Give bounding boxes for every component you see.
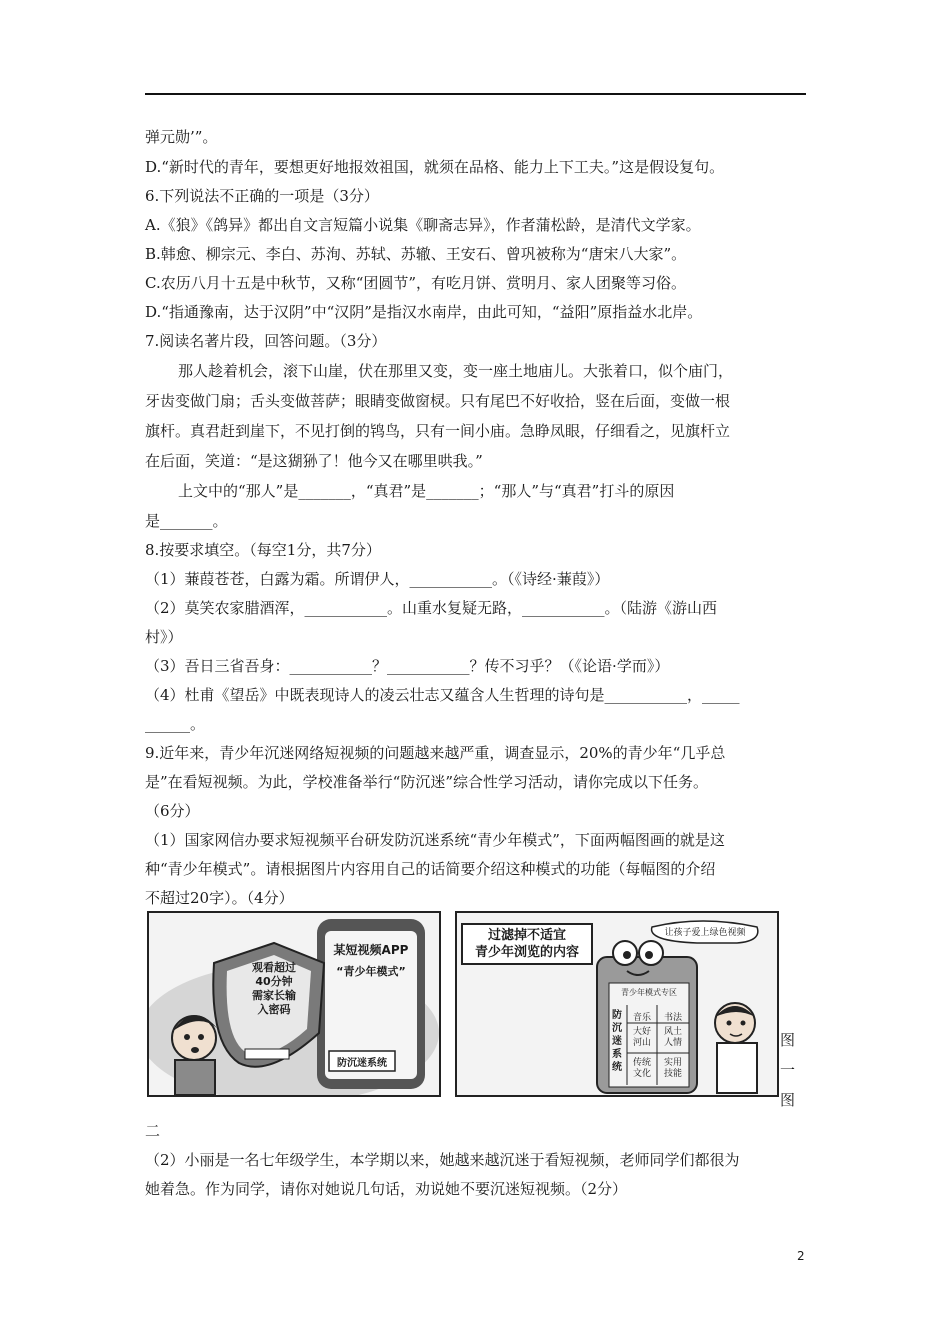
figure-label: 一 bbox=[780, 1061, 796, 1079]
fill-line: （4）杜甫《望岳》中既表现诗人的凌云壮志又蕴含人生哲理的诗句是___________，_____ bbox=[145, 686, 740, 704]
text-line: （6分） bbox=[145, 802, 200, 820]
shield-line: 观看超过 bbox=[252, 961, 296, 974]
option-b: B.韩愈、柳宗元、李白、苏洵、苏轼、苏辙、王安石、曾巩被称为“唐宋八大家”。 bbox=[145, 245, 687, 263]
grid-cell: 传统文化 bbox=[632, 1058, 651, 1079]
grid-cell: 音乐 bbox=[632, 1013, 651, 1023]
grid-cell: 风土人情 bbox=[663, 1027, 682, 1048]
question-9: 9.近年来，青少年沉迷网络短视频的问题越来越严重，调查显示，20%的青少年“几乎总 bbox=[145, 744, 726, 762]
figure-2 bbox=[455, 911, 779, 1097]
fill-line: 上文中的“那人”是_______，“真君”是_______；“那人”与“真君”打斗的原因 bbox=[178, 482, 675, 500]
header-rule bbox=[145, 93, 806, 95]
fill-line: （3）吾日三省吾身：___________？___________？传不习乎？（《论语·学而》） bbox=[145, 657, 670, 675]
passage-line: 那人趁着机会，滚下山崖，伏在那里又变，变一座土地庙儿。大张着口，似个庙门， bbox=[178, 362, 734, 380]
phone-mode: “青少年模式” bbox=[336, 965, 406, 978]
grid-cell: 书法 bbox=[663, 1013, 682, 1023]
fill-line: （1）蒹葭苍苍，白露为霜。所谓伊人，___________。（《诗经·蒹葭》） bbox=[145, 570, 610, 588]
banner-line: 青少年浏览的内容 bbox=[474, 945, 579, 960]
figure-1 bbox=[147, 911, 441, 1097]
fill-line: 村》） bbox=[145, 628, 183, 646]
figure-label: 图 bbox=[780, 1091, 796, 1109]
filter-banner bbox=[461, 923, 593, 965]
fill-line: 是_______。 bbox=[145, 512, 228, 530]
screen-side-tag: 防沉迷系统 bbox=[612, 1010, 622, 1073]
fill-line: （2）莫笑农家腊酒浑，___________。山重水复疑无路，___________。（陆游《游山西 bbox=[145, 599, 718, 617]
banner-line: 过滤掉不适宜 bbox=[487, 928, 566, 943]
passage-line: 在后面，笑道：“是这猢狲了！他今又在哪里哄我。” bbox=[145, 452, 483, 470]
text-line: 不超过20字）。（4分） bbox=[145, 889, 294, 907]
figure-label-wrap: 二 bbox=[145, 1122, 161, 1140]
option-c: C.农历八月十五是中秋节，又称“团圆节”，有吃月饼、赏明月、家人团聚等习俗。 bbox=[145, 274, 687, 292]
shield-line: 40分钟 bbox=[255, 975, 293, 988]
figure-label: 图 bbox=[780, 1031, 796, 1049]
text-line: 种“青少年模式”。请根据图片内容用自己的话简要介绍这种模式的功能（每幅图的介绍 bbox=[145, 860, 716, 878]
shield-line: 入密码 bbox=[257, 1003, 291, 1016]
passage-line: 牙齿变做门扇；舌头变做菩萨；眼睛变做窗棂。只有尾巴不好收拾，竖在后面，变做一根 bbox=[145, 392, 731, 410]
phone-title: 某短视频APP bbox=[333, 943, 409, 957]
text-line: （1）国家网信办要求短视频平台研发防沉迷系统“青少年模式”，下面两幅图画的就是这 bbox=[145, 831, 725, 849]
question-7: 7.阅读名著片段，回答问题。（3分） bbox=[145, 332, 387, 350]
shield-text bbox=[237, 961, 311, 1017]
page-number: 2 bbox=[797, 1249, 805, 1263]
screen-header: 青少年模式专区 bbox=[621, 988, 677, 997]
grid-cell: 大好河山 bbox=[632, 1027, 651, 1048]
fill-line: ______。 bbox=[145, 715, 206, 733]
shield-line: 需家长输 bbox=[252, 989, 296, 1002]
speech-bubble: 让孩子爱上绿色视频 bbox=[664, 928, 746, 938]
system-tag: 防沉迷系统 bbox=[337, 1058, 387, 1069]
passage-line: 旗杆。真君赶到崖下，不见打倒的鸨鸟，只有一间小庙。急睁凤眼，仔细看之，见旗杆立 bbox=[145, 422, 731, 440]
text-line: 她着急。作为同学，请你对她说几句话，劝说她不要沉迷短视频。（2分） bbox=[145, 1180, 628, 1198]
text-line: D.“新时代的青年，要想更好地报效祖国，就须在品格、能力上下工夫。”这是假设复句。 bbox=[145, 158, 725, 176]
question-8: 8.按要求填空。（每空1分，共7分） bbox=[145, 541, 381, 559]
question-6: 6.下列说法不正确的一项是（3分） bbox=[145, 187, 379, 205]
text-line: 是”在看短视频。为此，学校准备举行“防沉迷”综合性学习活动，请你完成以下任务。 bbox=[145, 773, 709, 791]
grid-cell: 实用技能 bbox=[663, 1058, 682, 1079]
text-line: （2）小丽是一名七年级学生，本学期以来，她越来越沉迷于看短视频，老师同学们都很为 bbox=[145, 1151, 740, 1169]
option-d: D.“指通豫南，达于汉阴”中“汉阴”是指汉水南岸，由此可知，“益阳”原指益水北岸。 bbox=[145, 303, 703, 321]
option-a: A.《狼》《鸽异》都出自文言短篇小说集《聊斋志异》，作者蒲松龄，是清代文学家。 bbox=[145, 216, 701, 234]
text-line: 弹元勋’”。 bbox=[145, 128, 218, 146]
